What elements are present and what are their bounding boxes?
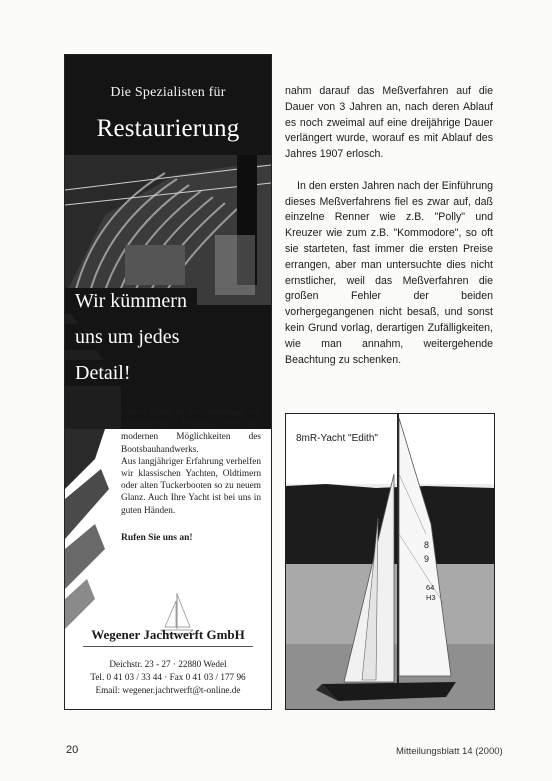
ad-call-to-action: Rufen Sie uns an! xyxy=(121,533,193,543)
ad-body-paragraph-2: Aus langjähriger Erfahrung verhelfen wir klassischen Yachten, Oldtimern oder alten Tuckerbooten so zu neuem Glanz. Auch Ihre Yacht ist bei uns in guten Händen. xyxy=(121,456,261,516)
sail-mark-4: H3 xyxy=(426,593,436,602)
sail-mark-2: 9 xyxy=(424,554,430,564)
ad-hero xyxy=(65,55,271,429)
ad-company-name: Wegener Jachtwerft GmbH xyxy=(91,627,245,642)
sail-mark-3: 64 xyxy=(426,583,435,592)
ad-contact-block xyxy=(65,658,271,697)
ad-kicker: Die Spezialisten für xyxy=(110,85,226,100)
ad-slogan-line-3: Detail! xyxy=(65,360,141,386)
ad-side-photo xyxy=(65,429,121,659)
sail-number-marks xyxy=(414,534,454,614)
sail-mark-1: 8 xyxy=(424,540,430,550)
yacht-photo xyxy=(285,413,495,710)
article-text xyxy=(285,84,493,384)
photo-caption: 8mR-Yacht "Edith" xyxy=(296,433,378,444)
ad-slogan-line-2: uns um jedes xyxy=(65,324,189,350)
article-paragraph-1: nahm darauf das Meßverfahren auf die Dauer von 3 Jahren an, nach deren Ablauf es noch zweimal auf eine dreijährige Dauer verlängert wurde, worauf es mit Ablauf des Jahres 1907 erlosch. xyxy=(285,85,493,161)
article-paragraph-2: In den ersten Jahren nach der Einführung dieses Meßverfahrens fiel es zwar auf, daß einzelne Renner wie z.B. "Polly" und Kreuzer wie zum z.B. "Kommodore", so oft sie starteten, fast immer die ersten Preise errangen, aber man untersuchte dies nicht ernstlicher, weil das Meßverfahren die großen Fehler der beiden vorhergegangenen nicht besaß, und sonst kein Grund vorlag, derartigen Zufälligkeiten, wie man annahm, weitergehende Beachtung zu schenken. xyxy=(285,179,493,366)
sailing-yacht-image xyxy=(286,414,494,709)
ad-divider xyxy=(83,646,253,647)
ad-title: Restaurierung xyxy=(96,115,240,142)
ad-body-paragraph-1: Unsere Stärke ist die Verbindung von traditionellem Bootsbau mit den modernen Möglichkeiten des Bootsbauhandwerks. xyxy=(121,408,261,455)
ad-slogan-line-1: Wir kümmern xyxy=(65,288,197,314)
ad-address: Deichstr. 23 - 27 · 22880 Wedel xyxy=(109,659,227,669)
running-title: Mitteilungsblatt 14 (2000) xyxy=(396,746,503,757)
advertisement xyxy=(64,54,272,710)
page-number: 20 xyxy=(66,744,79,756)
ad-email: Email: wegener.jachtwerft@t-online.de xyxy=(95,685,241,695)
ad-phone: Tel. 0 41 03 / 33 44 · Fax 0 41 03 / 177 96 xyxy=(90,672,246,682)
ad-body-text xyxy=(121,407,261,517)
